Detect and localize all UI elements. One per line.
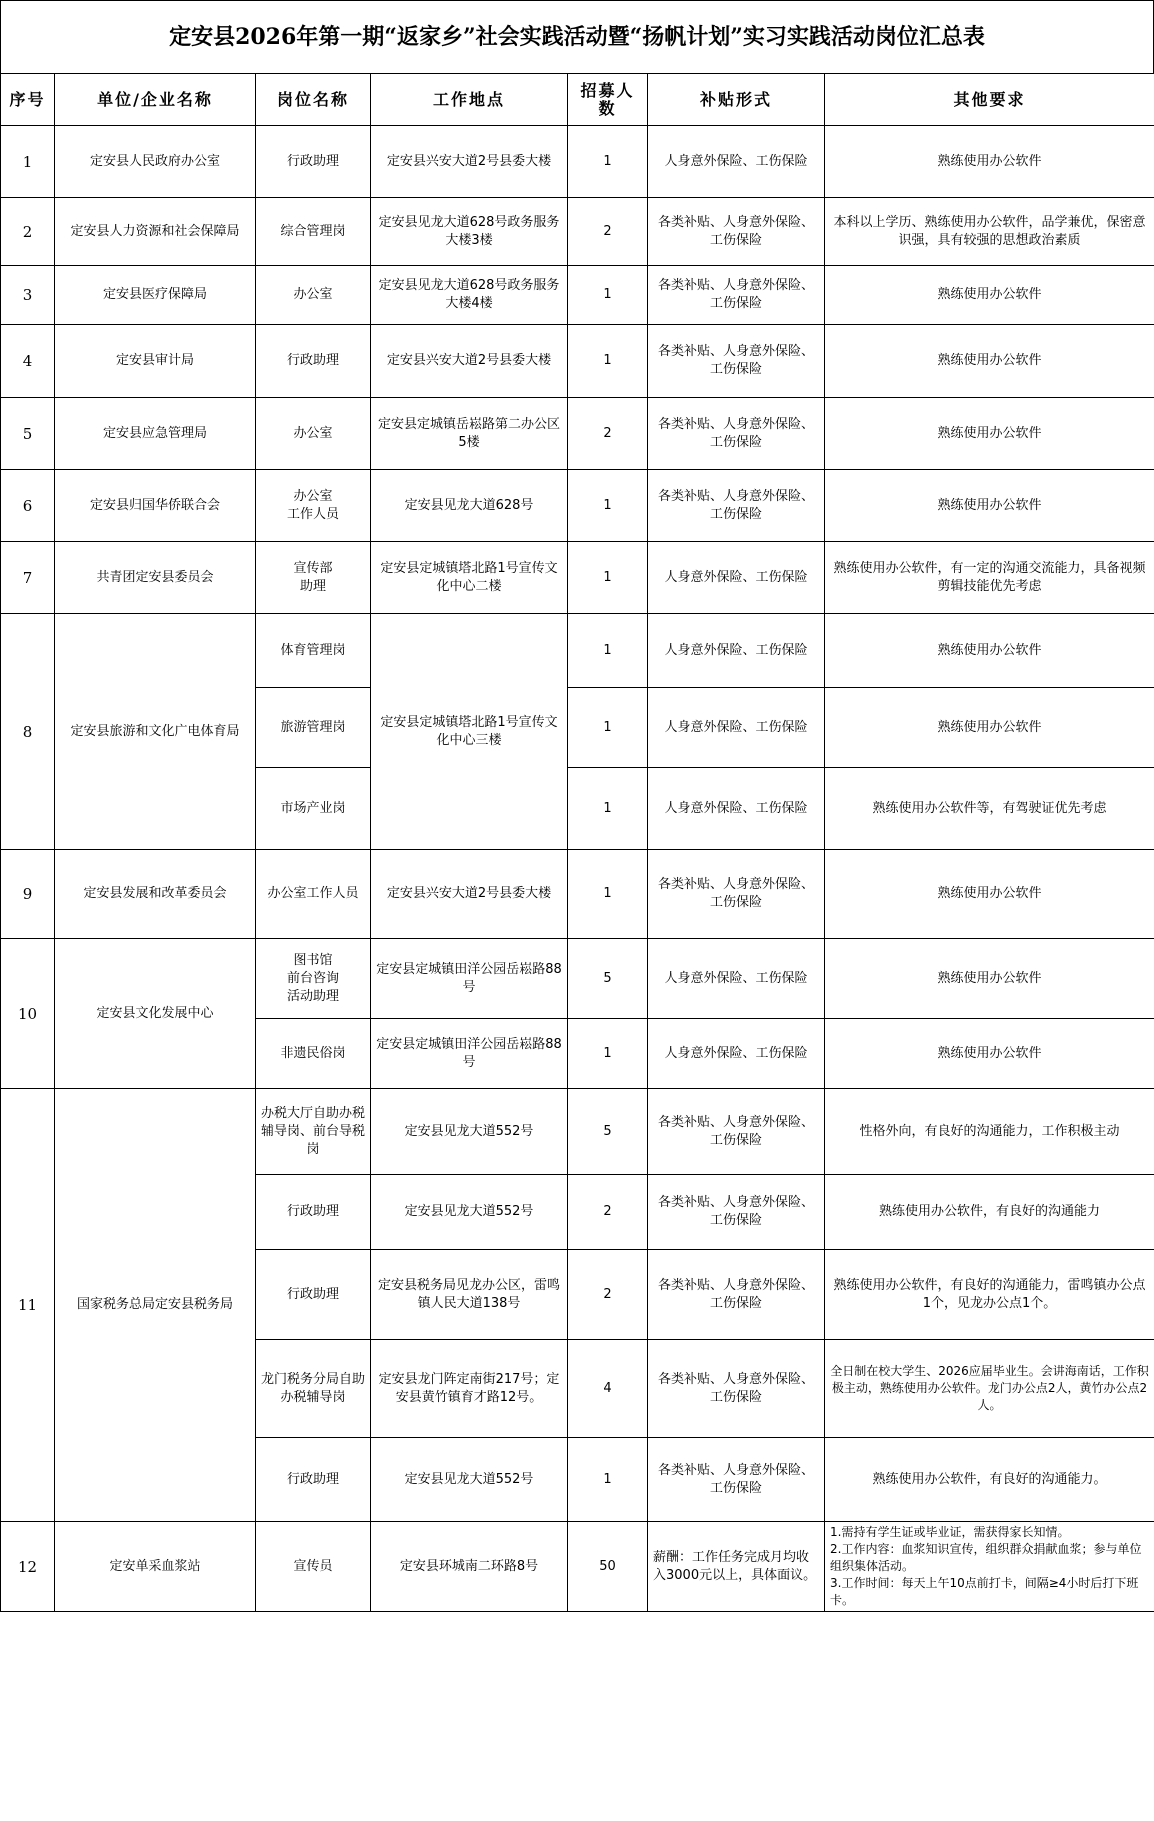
- table-row: [1, 939, 1154, 1019]
- cell-subsidy: 人身意外保险、工伤保险: [648, 1019, 825, 1089]
- cell-subsidy: 各类补贴、人身意外保险、工伤保险: [648, 1340, 825, 1438]
- cell-count: 2: [568, 198, 648, 266]
- cell-no: 2: [1, 198, 55, 266]
- table-row: [1, 542, 1154, 614]
- cell-location: 定安县定城镇岳崧路第二办公区5楼: [371, 398, 568, 470]
- cell-no: 3: [1, 266, 55, 325]
- col-header-location: 工作地点: [371, 74, 568, 126]
- table-row: [1, 1522, 1154, 1612]
- cell-post: 非遗民俗岗: [256, 1019, 371, 1089]
- requirement-line: 1.需持有学生证或毕业证，需获得家长知情。: [830, 1525, 1070, 1539]
- cell-requirements: 熟练使用办公软件: [825, 850, 1154, 939]
- positions-table: [0, 73, 1154, 1612]
- cell-requirements: 熟练使用办公软件: [825, 126, 1154, 198]
- cell-count: 2: [568, 398, 648, 470]
- cell-unit: 定安县人民政府办公室: [55, 126, 256, 198]
- cell-post: 龙门税务分局自助办税辅导岗: [256, 1340, 371, 1438]
- cell-requirements: 全日制在校大学生、2026应届毕业生。会讲海南话，工作积极主动，熟练使用办公软件。龙门办公点2人，黄竹办公点2人。: [825, 1340, 1154, 1438]
- cell-post: 行政助理: [256, 1175, 371, 1250]
- cell-post: 宣传员: [256, 1522, 371, 1612]
- cell-requirements: 性格外向，有良好的沟通能力，工作积极主动: [825, 1089, 1154, 1175]
- cell-requirements: 熟练使用办公软件: [825, 614, 1154, 688]
- table-row: [1, 126, 1154, 198]
- table-row: [1, 614, 1154, 688]
- cell-location: 定安县定城镇塔北路1号宣传文化中心三楼: [371, 614, 568, 850]
- col-header-requirements: 其他要求: [825, 74, 1154, 126]
- cell-no: 10: [1, 939, 55, 1089]
- cell-unit: 定安县发展和改革委员会: [55, 850, 256, 939]
- cell-unit: 定安县人力资源和社会保障局: [55, 198, 256, 266]
- cell-post: 办公室: [256, 398, 371, 470]
- cell-subsidy: 各类补贴、人身意外保险、工伤保险: [648, 198, 825, 266]
- cell-subsidy: 各类补贴、人身意外保险、工伤保险: [648, 266, 825, 325]
- cell-post: 行政助理: [256, 325, 371, 398]
- cell-no: 11: [1, 1089, 55, 1522]
- table-row: [1, 325, 1154, 398]
- cell-requirements: 熟练使用办公软件: [825, 688, 1154, 768]
- cell-requirements: 熟练使用办公软件: [825, 1019, 1154, 1089]
- cell-unit: 定安县审计局: [55, 325, 256, 398]
- cell-location: 定安县定城镇塔北路1号宣传文化中心二楼: [371, 542, 568, 614]
- cell-no: 7: [1, 542, 55, 614]
- col-header-subsidy: 补贴形式: [648, 74, 825, 126]
- cell-subsidy: 各类补贴、人身意外保险、工伤保险: [648, 1250, 825, 1340]
- col-header-unit: 单位/企业名称: [55, 74, 256, 126]
- cell-post: 旅游管理岗: [256, 688, 371, 768]
- table-row: [1, 850, 1154, 939]
- cell-requirements: 熟练使用办公软件，有一定的沟通交流能力，具备视频剪辑技能优先考虑: [825, 542, 1154, 614]
- cell-location: 定安县见龙大道552号: [371, 1175, 568, 1250]
- cell-subsidy: 人身意外保险、工伤保险: [648, 688, 825, 768]
- cell-requirements: 熟练使用办公软件: [825, 470, 1154, 542]
- cell-post: 图书馆 前台咨询 活动助理: [256, 939, 371, 1019]
- cell-count: 1: [568, 470, 648, 542]
- cell-unit: 定安县归国华侨联合会: [55, 470, 256, 542]
- cell-subsidy: 各类补贴、人身意外保险、工伤保险: [648, 1175, 825, 1250]
- cell-count: 1: [568, 688, 648, 768]
- cell-count: 50: [568, 1522, 648, 1612]
- cell-post: 行政助理: [256, 1438, 371, 1522]
- cell-requirements: 熟练使用办公软件: [825, 398, 1154, 470]
- cell-post: 市场产业岗: [256, 768, 371, 850]
- cell-unit: 定安单采血浆站: [55, 1522, 256, 1612]
- cell-post: 宣传部 助理: [256, 542, 371, 614]
- cell-location: 定安县见龙大道628号政务服务大楼3楼: [371, 198, 568, 266]
- cell-requirements: [825, 1522, 1154, 1612]
- col-header-post: 岗位名称: [256, 74, 371, 126]
- cell-location: 定安县见龙大道552号: [371, 1089, 568, 1175]
- cell-no: 5: [1, 398, 55, 470]
- cell-requirements: 熟练使用办公软件，有良好的沟通能力，雷鸣镇办公点1个，见龙办公点1个。: [825, 1250, 1154, 1340]
- cell-requirements: 熟练使用办公软件: [825, 939, 1154, 1019]
- cell-count: 1: [568, 325, 648, 398]
- cell-location: 定安县龙门阵定南街217号；定安县黄竹镇育才路12号。: [371, 1340, 568, 1438]
- table-row: [1, 266, 1154, 325]
- requirement-line: 3.工作时间：每天上午10点前打卡，间隔≥4小时后打下班卡。: [830, 1576, 1139, 1607]
- cell-count: 1: [568, 850, 648, 939]
- cell-location: 定安县定城镇田洋公园岳崧路88号: [371, 939, 568, 1019]
- cell-requirements: 熟练使用办公软件: [825, 266, 1154, 325]
- cell-count: 1: [568, 126, 648, 198]
- cell-subsidy: 各类补贴、人身意外保险、工伤保险: [648, 398, 825, 470]
- cell-unit: 定安县应急管理局: [55, 398, 256, 470]
- cell-subsidy: 人身意外保险、工伤保险: [648, 542, 825, 614]
- cell-post: 行政助理: [256, 126, 371, 198]
- cell-location: 定安县税务局见龙办公区，雷鸣镇人民大道138号: [371, 1250, 568, 1340]
- cell-requirements: 熟练使用办公软件，有良好的沟通能力。: [825, 1438, 1154, 1522]
- col-header-no: 序号: [1, 74, 55, 126]
- cell-count: 1: [568, 768, 648, 850]
- cell-location: 定安县定城镇田洋公园岳崧路88号: [371, 1019, 568, 1089]
- cell-subsidy: 各类补贴、人身意外保险、工伤保险: [648, 1089, 825, 1175]
- table-row: [1, 470, 1154, 542]
- cell-post: 办公室 工作人员: [256, 470, 371, 542]
- cell-unit: 国家税务总局定安县税务局: [55, 1089, 256, 1522]
- cell-location: 定安县环城南二环路8号: [371, 1522, 568, 1612]
- cell-subsidy: 人身意外保险、工伤保险: [648, 126, 825, 198]
- cell-count: 5: [568, 939, 648, 1019]
- cell-subsidy: 各类补贴、人身意外保险、工伤保险: [648, 325, 825, 398]
- table-row: [1, 398, 1154, 470]
- cell-subsidy: 人身意外保险、工伤保险: [648, 939, 825, 1019]
- cell-count: 4: [568, 1340, 648, 1438]
- table-row: [1, 1089, 1154, 1175]
- cell-subsidy: 薪酬：工作任务完成月均收入3000元以上，具体面议。: [648, 1522, 825, 1612]
- cell-no: 4: [1, 325, 55, 398]
- cell-count: 1: [568, 614, 648, 688]
- cell-post: 办公室工作人员: [256, 850, 371, 939]
- cell-subsidy: 人身意外保险、工伤保险: [648, 768, 825, 850]
- header-row: [1, 74, 1154, 126]
- cell-post: 综合管理岗: [256, 198, 371, 266]
- cell-post: 办税大厅自助办税辅导岗、前台导税岗: [256, 1089, 371, 1175]
- cell-post: 体育管理岗: [256, 614, 371, 688]
- cell-unit: 定安县旅游和文化广电体育局: [55, 614, 256, 850]
- cell-count: 1: [568, 1019, 648, 1089]
- cell-location: 定安县见龙大道628号政务服务大楼4楼: [371, 266, 568, 325]
- cell-count: 2: [568, 1250, 648, 1340]
- page-title: 定安县2026年第一期“返家乡”社会实践活动暨“扬帆计划”实习实践活动岗位汇总表: [0, 0, 1154, 73]
- cell-post: 办公室: [256, 266, 371, 325]
- cell-no: 12: [1, 1522, 55, 1612]
- cell-unit: 定安县医疗保障局: [55, 266, 256, 325]
- cell-location: 定安县兴安大道2号县委大楼: [371, 850, 568, 939]
- cell-subsidy: 人身意外保险、工伤保险: [648, 614, 825, 688]
- cell-requirements: 熟练使用办公软件: [825, 325, 1154, 398]
- cell-requirements: 本科以上学历、熟练使用办公软件，品学兼优，保密意识强，具有较强的思想政治素质: [825, 198, 1154, 266]
- cell-count: 1: [568, 266, 648, 325]
- cell-requirements: 熟练使用办公软件，有良好的沟通能力: [825, 1175, 1154, 1250]
- col-header-count: 招募人数: [568, 74, 648, 126]
- table-row: [1, 198, 1154, 266]
- cell-no: 6: [1, 470, 55, 542]
- cell-location: 定安县见龙大道552号: [371, 1438, 568, 1522]
- cell-requirements: 熟练使用办公软件等，有驾驶证优先考虑: [825, 768, 1154, 850]
- cell-unit: 共青团定安县委员会: [55, 542, 256, 614]
- cell-subsidy: 各类补贴、人身意外保险、工伤保险: [648, 470, 825, 542]
- cell-location: 定安县兴安大道2号县委大楼: [371, 325, 568, 398]
- cell-no: 8: [1, 614, 55, 850]
- cell-location: 定安县兴安大道2号县委大楼: [371, 126, 568, 198]
- cell-no: 9: [1, 850, 55, 939]
- cell-count: 1: [568, 1438, 648, 1522]
- cell-count: 1: [568, 542, 648, 614]
- cell-no: 1: [1, 126, 55, 198]
- cell-count: 2: [568, 1175, 648, 1250]
- cell-subsidy: 各类补贴、人身意外保险、工伤保险: [648, 850, 825, 939]
- requirement-line: 2.工作内容：血浆知识宣传，组织群众捐献血浆；参与单位组织集体活动。: [830, 1542, 1142, 1573]
- cell-post: 行政助理: [256, 1250, 371, 1340]
- cell-unit: 定安县文化发展中心: [55, 939, 256, 1089]
- cell-location: 定安县见龙大道628号: [371, 470, 568, 542]
- cell-subsidy: 各类补贴、人身意外保险、工伤保险: [648, 1438, 825, 1522]
- cell-count: 5: [568, 1089, 648, 1175]
